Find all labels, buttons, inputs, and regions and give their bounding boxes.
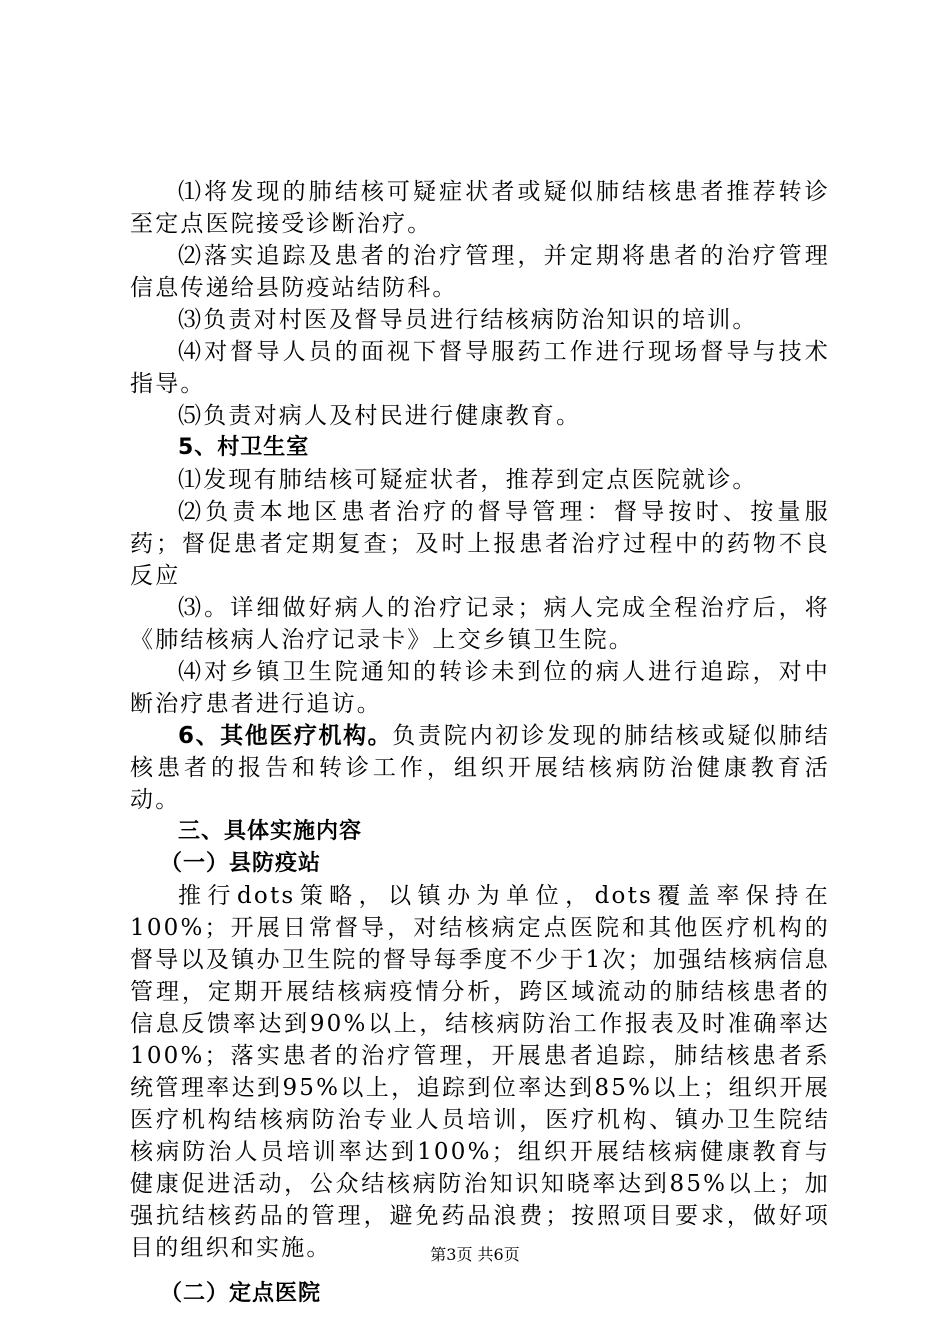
section-5-item-1: ⑴发现有肺结核可疑症状者，推荐到定点医院就诊。 bbox=[178, 467, 758, 493]
section-6-lead: 6、其他医疗机构。 bbox=[178, 723, 393, 749]
section-5-heading: 5、村卫生室 bbox=[178, 435, 310, 460]
section-5-item-4: ⑷对乡镇卫生院通知的转诊未到位的病人进行追踪，对中断治疗患者进行追访。 bbox=[130, 659, 830, 717]
part-3-sub-2-heading: （二）定点医院 bbox=[160, 1281, 322, 1306]
paragraph-1: ⑴将发现的肺结核可疑症状者或疑似肺结核患者推荐转诊至定点医院接受诊断治疗。 bbox=[130, 179, 830, 237]
paragraph-2: ⑵落实追踪及患者的治疗管理，并定期将患者的治疗管理信息传递给县防疫站结防科。 bbox=[130, 243, 830, 301]
section-5-item-2: ⑵负责本地区患者治疗的督导管理：督导按时、按量服药；督促患者定期复查；及时上报患者治疗过程中的药物不良反应 bbox=[130, 499, 830, 589]
paragraph-3: ⑶负责对村医及督导员进行结核病防治知识的培训。 bbox=[178, 307, 758, 333]
paragraph-4: ⑷对督导人员的面视下督导服药工作进行现场督导与技术指导。 bbox=[130, 339, 830, 397]
section-6-text: 负责院内初诊发现的肺结核或疑似肺结核患者的报告和转诊工作，组织开展结核病防治健康教育活动。 bbox=[130, 723, 830, 813]
section-5-item-3: ⑶。详细做好病人的治疗记录；病人完成全程治疗后，将《肺结核病人治疗记录卡》上交乡镇卫生院。 bbox=[130, 595, 830, 653]
part-3-sub-1-text: 推行dots策略，以镇办为单位，dots覆盖率保持在100%；开展日常督导，对结核病定点医院和其他医疗机构的督导以及镇办卫生院的督导每季度不少于1次；加强结核病信息管理，定期开展结核病疫情分析，跨区域流动的肺结核患者的信息反馈率达到90%以上，结核病防治工作报表及时准确率达100%；落实患者的治疗管理，开展患者追踪，肺结核患者系统管理率达到95%以上，追踪到位率达到85%以上；组织开展医疗机构结核病防治专业人员培训，医疗机构、镇办卫生院结核病防治人员培训率达到100%；组织开展结核病健康教育与健康促进活动，公众结核病防治知识知晓率达到85%以上；加强抗结核药品的管理，避免药品浪费；按照项目要求，做好项目的组织和实施。 bbox=[130, 883, 830, 1261]
paragraph-5: ⑸负责对病人及村民进行健康教育。 bbox=[178, 403, 582, 429]
part-3-heading: 三、具体实施内容 bbox=[178, 819, 363, 844]
page-footer: 第3页 共6页 bbox=[430, 1245, 520, 1264]
document-body bbox=[130, 176, 830, 1310]
section-6-paragraph bbox=[130, 720, 830, 816]
part-3-sub-1-heading: （一）县防疫站 bbox=[160, 851, 322, 876]
